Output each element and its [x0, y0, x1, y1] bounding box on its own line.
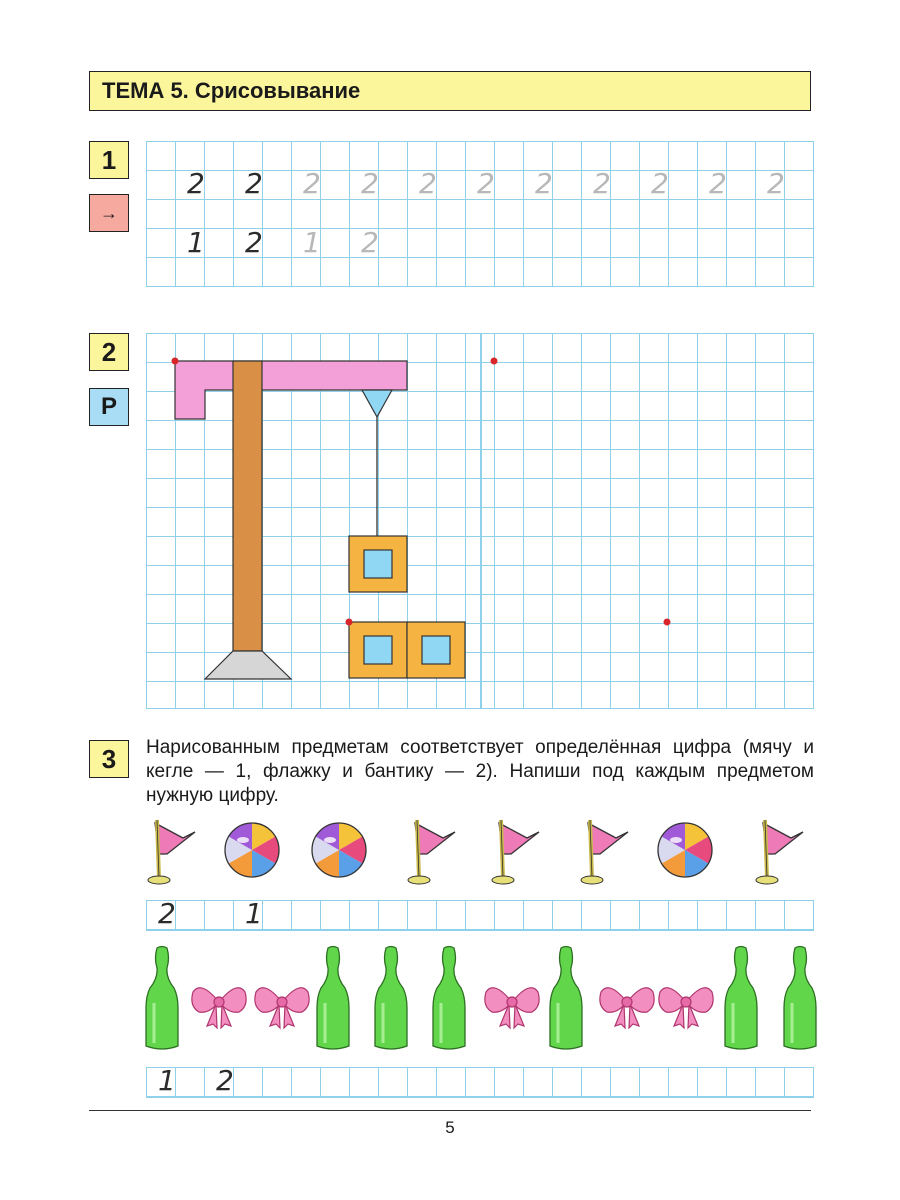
trace-digit: 2: [767, 167, 785, 200]
skittle-icon: [725, 947, 757, 1050]
task-3-instructions: Нарисованным предметам соответствует определённая цифра (мячу и кегле — 1, флажку и бантику — 2). Напиши под каждым предметом нужную цифру.: [146, 737, 814, 806]
answer-digit: 2: [158, 897, 176, 930]
sample-digit: 1: [187, 226, 205, 259]
answer-digit: 2: [216, 1064, 234, 1097]
bow-icon: [600, 988, 654, 1028]
trace-digit: 2: [593, 167, 611, 200]
trace-digit: 2: [477, 167, 495, 200]
trace-digit: 2: [419, 167, 437, 200]
skittle-icon: [550, 947, 582, 1050]
bow-icon: [192, 988, 246, 1028]
trace-digit: 2: [361, 167, 379, 200]
sample-digit: 2: [187, 167, 205, 200]
answer-digit: 1: [245, 897, 263, 930]
skittle-icon: [784, 947, 816, 1050]
trace-digit: 1: [303, 226, 321, 259]
task-3-badge: 3: [89, 740, 129, 778]
skittle-icon: [317, 947, 349, 1050]
bow-icon: [485, 988, 539, 1028]
answer-digit: 1: [158, 1064, 176, 1097]
skittle-icon: [146, 947, 178, 1050]
trace-digit: 2: [361, 226, 379, 259]
trace-digit: 2: [303, 167, 321, 200]
footer-divider: [89, 1110, 811, 1111]
trace-digit: 2: [651, 167, 669, 200]
sample-digit: 2: [245, 167, 263, 200]
bow-icon: [659, 988, 713, 1028]
task-3-answer-strip-2: [146, 1067, 814, 1098]
task-1-badge: 1: [89, 141, 129, 179]
section-title: ТЕМА 5. Срисовывание: [89, 71, 811, 111]
task-2-badge: 2: [89, 333, 129, 371]
trace-digit: 2: [709, 167, 727, 200]
bow-icon: [255, 988, 309, 1028]
sample-digit: 2: [245, 226, 263, 259]
skittle-icon: [433, 947, 465, 1050]
trace-digit: 2: [535, 167, 553, 200]
page-number: 5: [445, 1118, 455, 1137]
task-2-marker: Р: [89, 388, 129, 426]
skittle-icon: [375, 947, 407, 1050]
arrow-icon: →: [89, 194, 129, 232]
